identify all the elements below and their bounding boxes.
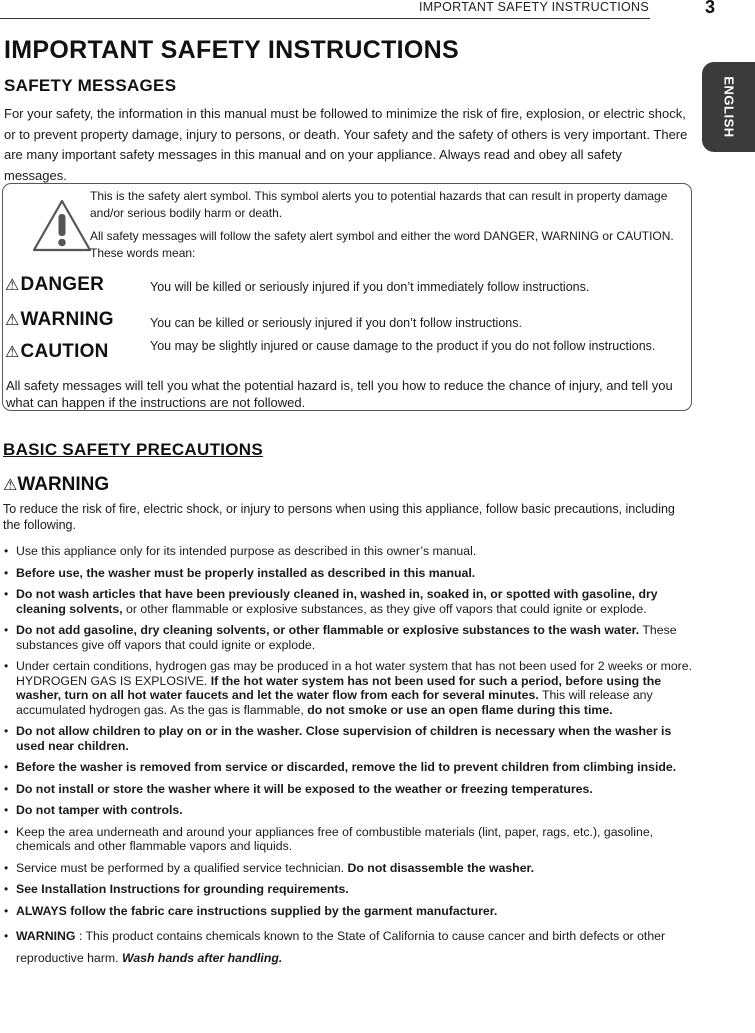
safety-box-footer: All safety messages will tell you what the potential hazard is, tell you how to reduce the chance of injury, and tell you what can happen if the instructions are not followed. [6, 378, 673, 410]
caution-word: CAUTION [20, 341, 109, 362]
safety-alert-box [2, 183, 692, 411]
list-item: • Keep the area underneath and around your appliances free of combustible materials (lint, paper, rags, etc.), gasoline, chemicals and other flammable vapors and liquids. [3, 825, 693, 854]
list-item: • Before use, the washer must be properly installed as described in this manual. [3, 566, 693, 581]
alert-words-text: All safety messages will follow the safety alert symbol and either the word DANGER, WARNING or CAUTION. These words mean: [90, 229, 674, 260]
list-item: • Do not wash articles that have been previously cleaned in, washed in, soaked in, or spotted with gasoline, dry cleaning solvents, or other flammable or explosive substances, as they give off vapors that could ignite or explode. [3, 587, 693, 616]
precautions-warning-signal [3, 474, 109, 496]
danger-word: DANGER [20, 274, 105, 295]
list-item: • Before the washer is removed from service or discarded, remove the lid to prevent children from climbing inside. [3, 760, 693, 775]
page-header [0, 0, 755, 20]
warning-signal [5, 309, 114, 331]
danger-signal [5, 274, 104, 296]
list-item: • Do not install or store the washer where it will be exposed to the weather or freezing temperatures. [3, 782, 693, 797]
list-item: • Do not add gasoline, dry cleaning solvents, or other flammable or explosive substances to the wash water. These substances give off vapors that could ignite or explode. [3, 623, 693, 652]
header-rule [0, 18, 650, 19]
precautions-intro: To reduce the risk of fire, electric shock, or injury to persons when using this appliance, follow basic precautions, including the following. [3, 502, 675, 532]
list-item: • Do not tamper with controls. [3, 803, 693, 818]
caution-signal [5, 341, 109, 363]
basic-precautions-heading: BASIC SAFETY PRECAUTIONS [3, 440, 264, 459]
header-title: IMPORTANT SAFETY INSTRUCTIONS [418, 0, 649, 14]
safety-alert-triangle-icon [31, 198, 93, 254]
alert-symbol-text: This is the safety alert symbol. This symbol alerts you to potential hazards that can result in property damage and/or serious bodily harm or death. [90, 189, 668, 220]
list-item: • WARNING : This product contains chemicals known to the State of California to cause cancer and birth defects or other reproductive harm. Wash hands after handling. [3, 925, 693, 969]
danger-description: You will be killed or seriously injured if you don’t immediately follow instructions. [150, 280, 590, 294]
safety-messages-intro: For your safety, the information in this manual must be followed to minimize the risk of fire, explosion, or electric shock, or to prevent property damage, injury to persons, or death. Your safety and the safety of others is very important. There are many important safety messages in this manual and on your appliance. Always read and obey all safety messages. [4, 106, 688, 183]
caution-description: You may be slightly injured or cause damage to the product if you do not follow instructions. [150, 339, 656, 353]
precautions-warning-triangle-icon: ⚠ [3, 477, 18, 494]
caution-triangle-icon: ⚠ [5, 344, 20, 361]
language-tab-label: ENGLISH [721, 76, 736, 138]
list-item: • Do not allow children to play on or in the washer. Close supervision of children is necessary when the washer is used near children. [3, 724, 693, 753]
list-item: • See Installation Instructions for grounding requirements. [3, 882, 693, 897]
warning-triangle-icon: ⚠ [5, 312, 20, 329]
list-item: • Service must be performed by a qualified service technician. Do not disassemble the washer. [3, 861, 693, 876]
danger-triangle-icon: ⚠ [5, 277, 20, 294]
warning-word: WARNING [20, 309, 114, 330]
page-title: IMPORTANT SAFETY INSTRUCTIONS [4, 36, 460, 64]
precautions-list [3, 544, 693, 976]
list-item: • Use this appliance only for its intended purpose as described in this owner’s manual. [3, 544, 693, 559]
warning-description: You can be killed or seriously injured if you don’t follow instructions. [150, 316, 522, 330]
language-tab [702, 62, 755, 152]
precautions-warning-word: WARNING [17, 474, 110, 495]
list-item: • Under certain conditions, hydrogen gas may be produced in a hot water system that has not been used for 2 weeks or more. HYDROGEN GAS IS EXPLOSIVE. If the hot water system has not been used for such a period, before using the washer, turn on all hot water faucets and let the water flow from each for several minutes. This will release any accumulated hydrogen gas. As the gas is flammable, do not smoke or use an open flame during this time. [3, 659, 693, 717]
safety-messages-heading: SAFETY MESSAGES [4, 76, 177, 95]
list-item: • ALWAYS follow the fabric care instructions supplied by the garment manufacturer. [3, 904, 693, 919]
page-number: 3 [704, 0, 715, 17]
